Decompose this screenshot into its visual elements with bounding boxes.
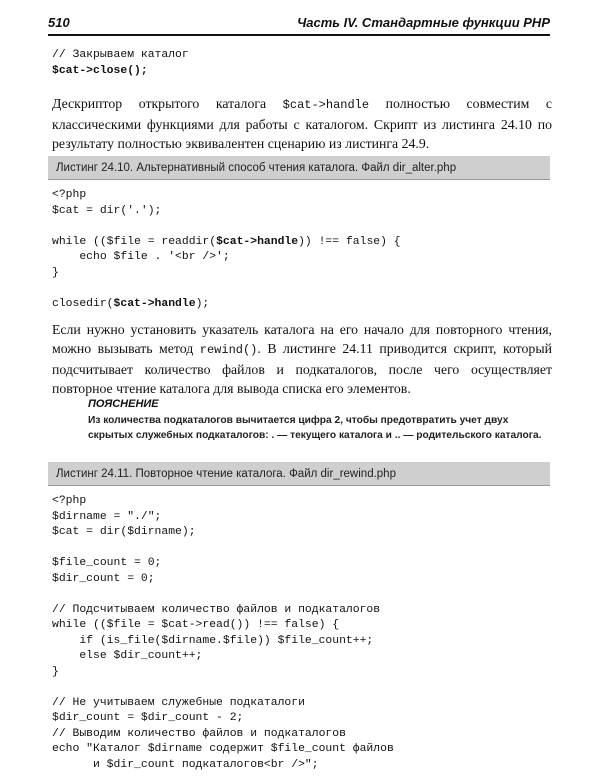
listing-24-11-code xyxy=(52,494,394,773)
code-line: } xyxy=(52,665,59,678)
code-line: while (($file = $cat->read()) !== false) { xyxy=(52,619,340,631)
text: . В листинге 24.11 приводится скрипт, который подсчитывает количество файлов и подкаталогов, после чего осуществляет повторное чтение каталога для вывода списка его элементов. xyxy=(52,341,552,396)
code-part: ); xyxy=(195,297,210,310)
code-bold: $cat->handle xyxy=(113,297,196,310)
code-line: <?php xyxy=(52,189,87,201)
code-line: // Не учитываем служебные подкаталоги xyxy=(52,696,305,709)
code-line xyxy=(52,587,394,603)
paragraph-2 xyxy=(52,320,552,398)
paragraph-1 xyxy=(52,94,552,153)
code-line xyxy=(52,680,394,696)
code-part: )) !== false) { xyxy=(298,235,401,248)
code-line: echo $file . '<br />'; xyxy=(52,251,230,263)
code-line xyxy=(52,281,401,297)
inline-code: $cat->handle xyxy=(282,98,370,112)
text: Если нужно установить указатель каталога на его начало для повторного чтения, можно вызывать метод xyxy=(52,322,552,356)
note-title: ПОЯСНЕНИЕ xyxy=(88,398,159,410)
code-line: $dir_count = 0; xyxy=(52,572,155,585)
code-line: // Подсчитываем количество файлов и подкаталогов xyxy=(52,603,381,616)
text: Дескриптор открытого каталога xyxy=(52,96,283,111)
part-title: Часть IV. Стандартные функции PHP xyxy=(297,15,550,30)
code-line: // Выводим количество файлов и подкаталогов xyxy=(52,727,346,740)
code-line: $dirname = "./"; xyxy=(52,510,162,523)
code-line: $cat = dir('.'); xyxy=(52,204,162,217)
code-part: closedir( xyxy=(52,297,114,310)
code-line: if (is_file($dirname.$file)) $file_count++; xyxy=(52,634,374,647)
note-text: Из количества подкаталогов вычитается цифра 2, чтобы предотвратить учет двух скрытых служебных подкаталогов: . — текущего каталога и .. — родительского каталога. xyxy=(88,415,542,441)
code-line xyxy=(52,297,401,313)
code-bold: $cat->close(); xyxy=(52,64,148,77)
page-header xyxy=(48,14,550,36)
top-code-block xyxy=(52,48,189,79)
code-line: } xyxy=(52,266,59,279)
inline-code: rewind() xyxy=(199,343,258,357)
text: полностью совместим с классическими функциями для работы с каталогом. Скрипт из листинга 24.10 по результату полностью эквивалентен сценарию из листинга 24.9. xyxy=(52,96,552,151)
code-line xyxy=(52,64,189,80)
code-line: $file_count = 0; xyxy=(52,557,162,569)
code-line xyxy=(52,219,401,235)
code-line: <?php xyxy=(52,495,87,507)
listing-title: Листинг 24.11. Повторное чтение каталога. Файл dir_rewind.php xyxy=(48,462,550,486)
code-line: else $dir_count++; xyxy=(52,650,203,662)
note-block xyxy=(88,398,548,443)
code-line: и $dir_count подкаталогов<br />"; xyxy=(52,758,319,771)
code-line: $cat = dir($dirname); xyxy=(52,526,196,538)
page-number: 510 xyxy=(48,15,70,30)
code-line: $dir_count = $dir_count - 2; xyxy=(52,712,244,724)
code-line: // Закрываем каталог xyxy=(52,49,189,61)
code-line xyxy=(52,541,394,557)
code-part: while (($file = readdir( xyxy=(52,235,217,248)
code-bold: $cat->handle xyxy=(216,235,299,248)
code-line: echo "Каталог $dirname содержит $file_count файлов xyxy=(52,743,394,755)
listing-title: Листинг 24.10. Альтернативный способ чтения каталога. Файл dir_alter.php xyxy=(48,156,550,180)
code-line xyxy=(52,235,401,251)
listing-24-10-code xyxy=(52,188,401,312)
